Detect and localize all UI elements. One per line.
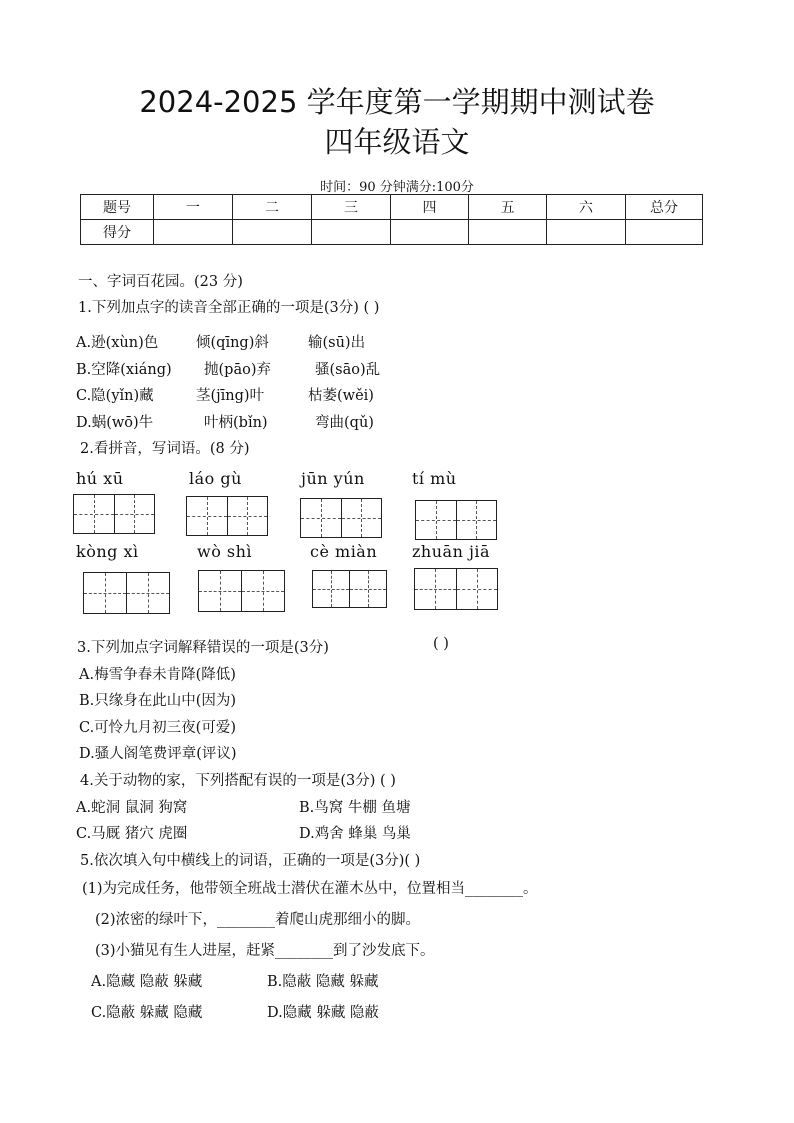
question-4-option-a[interactable]: A.蛇洞 鼠洞 狗窝 [76, 800, 188, 816]
option-word: 枯萎(wěi) [308, 388, 374, 404]
score-table [80, 194, 703, 245]
pinyin-label: wò shì [197, 542, 253, 561]
score-input-cell[interactable] [469, 220, 547, 245]
option-word: 输(sū)出 [308, 335, 366, 351]
score-table-header-cell: 六 [547, 195, 626, 220]
pinyin-label: hú xū [76, 469, 124, 488]
question-4-option-d[interactable]: D.鸡舍 蜂巢 鸟巢 [299, 826, 411, 842]
writing-grid[interactable] [414, 568, 498, 610]
score-input-cell[interactable] [626, 220, 703, 245]
score-table-header-cell: 一 [154, 195, 233, 220]
score-input-cell[interactable] [391, 220, 469, 245]
question-5-option-d[interactable]: D.隐藏 躲藏 隐蔽 [267, 1005, 379, 1021]
question-5-stem: 5.依次填入句中横线上的词语，正确的一项是(3分)( ) [80, 853, 421, 869]
exam-title: 2024-2025 学年度第一学期期中测试卷 [139, 85, 655, 119]
question-5-option-b[interactable]: B.隐蔽 隐藏 躲藏 [267, 974, 379, 990]
writing-grid[interactable] [312, 570, 387, 608]
option-word: 弯曲(qǔ) [315, 415, 374, 431]
score-table-header-cell: 题号 [81, 195, 154, 220]
section-heading: 一、字词百花园。(23 分) [78, 274, 243, 290]
question-3-option-b[interactable]: B.只缘身在此山中(因为) [79, 693, 237, 709]
exam-subtitle: 四年级语文 [324, 125, 470, 159]
answer-blank[interactable]: ( ) [433, 636, 449, 652]
pinyin-label: cè miàn [310, 542, 378, 561]
question-3-option-d[interactable]: D.骚人阁笔费评章(评议) [79, 746, 237, 762]
question-3-stem: 3.下列加点字词解释错误的一项是(3分) [77, 640, 329, 656]
score-table-score-row [81, 220, 703, 245]
score-input-cell[interactable] [312, 220, 391, 245]
score-input-cell[interactable] [154, 220, 233, 245]
score-input-cell[interactable] [233, 220, 312, 245]
option-word: B.空降(xiáng) [76, 362, 172, 378]
question-5-option-a[interactable]: A.隐藏 隐蔽 躲藏 [91, 974, 203, 990]
time-info: 时间：90 分钟满分:100分 [320, 180, 474, 195]
score-table-header-row [81, 195, 703, 220]
writing-grid[interactable] [83, 572, 170, 614]
writing-grid[interactable] [300, 498, 382, 538]
option-word: C.隐(yǐn)藏 [76, 388, 154, 404]
score-row-label: 得分 [81, 220, 154, 245]
pinyin-label: jūn yún [301, 469, 365, 488]
pinyin-label: zhuān jiā [412, 542, 491, 561]
score-table-header-cell: 四 [391, 195, 469, 220]
score-table-header-cell: 总分 [626, 195, 703, 220]
question-4-option-b[interactable]: B.鸟窝 牛棚 鱼塘 [299, 800, 411, 816]
writing-grid[interactable] [198, 570, 285, 612]
question-5-sentence: (2)浓密的绿叶下，________着爬山虎那细小的脚。 [95, 912, 421, 928]
score-input-cell[interactable] [547, 220, 626, 245]
pinyin-label: tí mù [412, 469, 457, 488]
question-5-sentence: (1)为完成任务，他带领全班战士潜伏在灌木丛中，位置相当________。 [82, 881, 538, 897]
question-3-option-a[interactable]: A.梅雪争春未肯降(降低) [79, 667, 236, 683]
option-word: 骚(sāo)乱 [315, 362, 381, 378]
option-word: 抛(pāo)弃 [204, 362, 271, 378]
question-1-stem: 1.下列加点字的读音全部正确的一项是(3分) ( ) [78, 300, 380, 316]
option-word: A.逊(xùn)色 [76, 335, 159, 351]
writing-grid[interactable] [415, 500, 497, 540]
question-4-option-c[interactable]: C.马厩 猪穴 虎圈 [76, 826, 188, 842]
writing-grid[interactable] [73, 494, 155, 534]
question-4-stem: 4.关于动物的家，下列搭配有误的一项是(3分) ( ) [80, 773, 396, 789]
score-table-header-cell: 三 [312, 195, 391, 220]
question-5-sentence: (3)小猫见有生人进屋，赶紧________到了沙发底下。 [95, 943, 435, 959]
option-word: 叶柄(bǐn) [204, 415, 268, 431]
writing-grid[interactable] [186, 496, 268, 536]
option-word: 倾(qīng)斜 [196, 335, 269, 351]
option-word: 茎(jīng)叶 [196, 388, 265, 404]
question-2-stem: 2.看拼音，写词语。(8 分) [80, 441, 250, 457]
question-5-option-c[interactable]: C.隐蔽 躲藏 隐藏 [91, 1005, 203, 1021]
option-word: D.蜗(wō)牛 [76, 415, 154, 431]
score-table-header-cell: 五 [469, 195, 547, 220]
score-table-header-cell: 二 [233, 195, 312, 220]
pinyin-label: kòng xì [76, 542, 139, 561]
pinyin-label: láo gù [189, 469, 242, 488]
question-3-option-c[interactable]: C.可怜九月初三夜(可爱) [79, 720, 236, 736]
